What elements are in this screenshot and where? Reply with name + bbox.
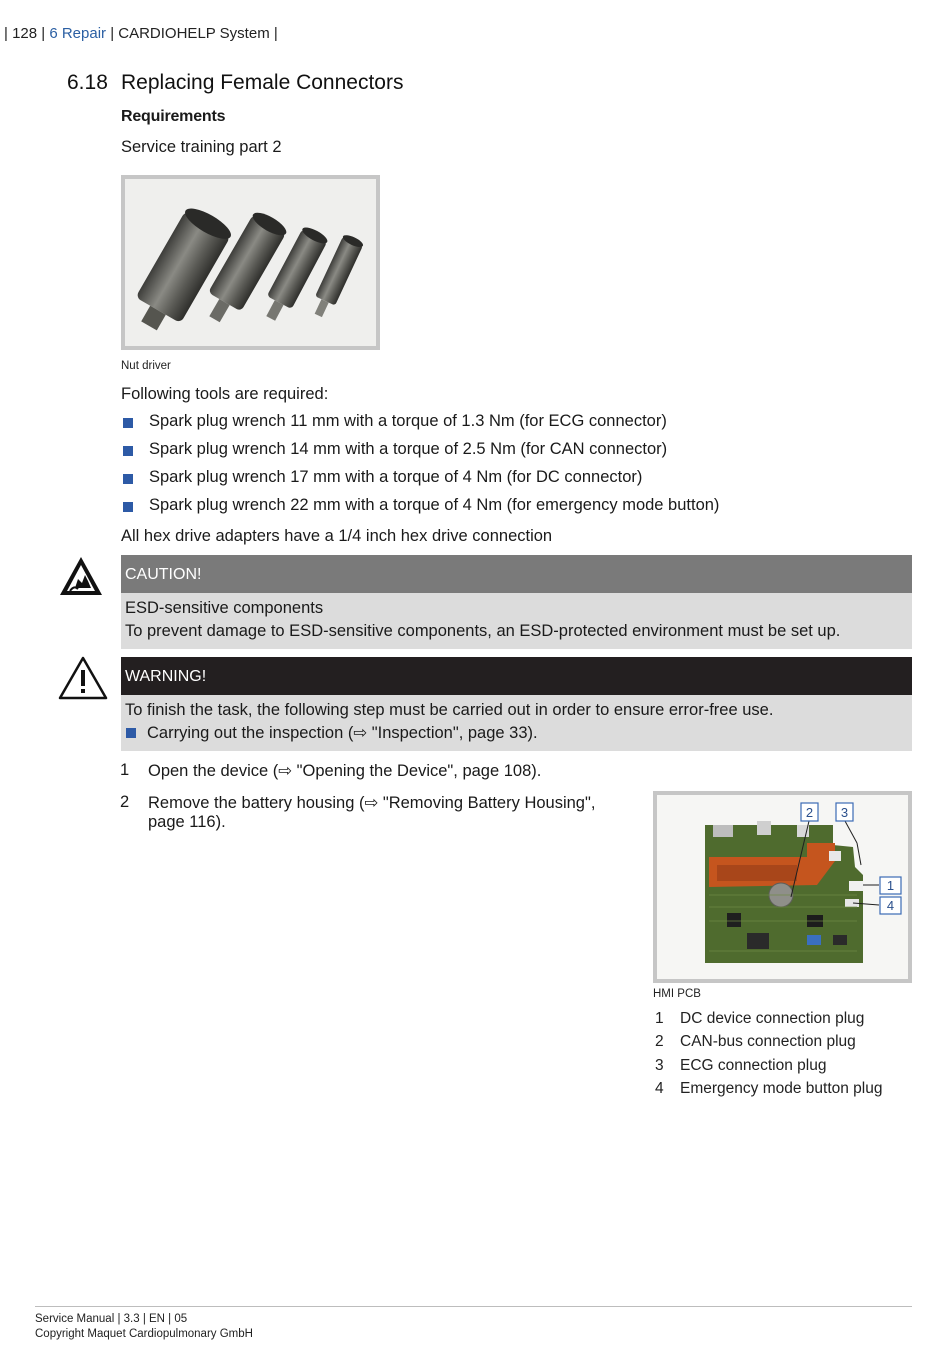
nut-driver-photo: [121, 175, 380, 350]
page-number-prefix: | 128 |: [4, 25, 50, 42]
step-text[interactable]: Open the device (⇨ "Opening the Device", page 108).: [148, 762, 542, 780]
figure-caption-nut-driver: Nut driver: [121, 360, 171, 372]
esd-warning-icon: [58, 555, 104, 602]
caution-box: [121, 555, 912, 649]
caution-body: [121, 593, 912, 649]
callout-2: 2: [805, 805, 814, 820]
warning-body: [121, 695, 912, 751]
figure-caption-hmi-pcb: HMI PCB: [653, 988, 701, 1000]
list-item: Spark plug wrench 22 mm with a torque of 4 Nm (for emergency mode button): [121, 496, 719, 524]
section-title: Replacing Female Connectors: [121, 71, 404, 94]
step-number: 2: [120, 793, 130, 811]
tools-intro: Following tools are required:: [121, 385, 329, 403]
step-text[interactable]: Remove the battery housing (⇨ "Removing Battery Housing", page 116).: [148, 794, 596, 831]
callout-3: 3: [840, 805, 849, 820]
requirements-heading: Requirements: [121, 108, 226, 125]
caution-line-2: To prevent damage to ESD-sensitive components, an ESD-protected environment must be set up.: [125, 622, 841, 640]
inspection-link[interactable]: Carrying out the inspection (⇨ "Inspection", page 33).: [147, 724, 538, 742]
warning-bullet: [125, 722, 908, 745]
step-1: [120, 761, 620, 785]
document-title: | CARDIOHELP System |: [106, 25, 278, 42]
caution-line-1: ESD-sensitive components: [125, 599, 324, 617]
requirements-text: Service training part 2: [121, 138, 282, 156]
bullet-square-icon: [123, 418, 133, 428]
nut-driver-illustration: [125, 179, 376, 346]
bullet-square-icon: [126, 728, 136, 738]
caution-title: CAUTION!: [121, 555, 912, 593]
step-2: [120, 793, 620, 841]
hmi-pcb-illustration: [657, 795, 908, 979]
warning-title: WARNING!: [121, 657, 912, 695]
chapter-link[interactable]: 6 Repair: [49, 25, 107, 42]
footer-manual-info: Service Manual | 3.3 | EN | 05: [35, 1313, 188, 1325]
footer-divider: [35, 1306, 912, 1307]
list-item: Spark plug wrench 11 mm with a torque of 1.3 Nm (for ECG connector): [121, 412, 719, 440]
bullet-square-icon: [123, 502, 133, 512]
tools-list: [121, 412, 719, 524]
hmi-pcb-photo: [653, 791, 912, 983]
bullet-square-icon: [123, 446, 133, 456]
page-header: [4, 25, 278, 42]
section-number: 6.18: [67, 71, 108, 94]
step-number: 1: [120, 761, 130, 779]
list-item: Spark plug wrench 17 mm with a torque of 4 Nm (for DC connector): [121, 468, 719, 496]
bullet-square-icon: [123, 474, 133, 484]
warning-triangle-icon: [58, 656, 108, 705]
warning-box: [121, 657, 912, 751]
callout-4: 4: [886, 898, 895, 913]
hex-adapter-note: All hex drive adapters have a 1/4 inch hex drive connection: [121, 527, 553, 545]
footer-copyright: Copyright Maquet Cardiopulmonary GmbH: [35, 1328, 253, 1340]
list-item: Spark plug wrench 14 mm with a torque of 2.5 Nm (for CAN connector): [121, 440, 719, 468]
callout-1: 1: [886, 878, 895, 893]
warning-line-1: To finish the task, the following step must be carried out in order to ensure error-free use.: [125, 701, 774, 719]
